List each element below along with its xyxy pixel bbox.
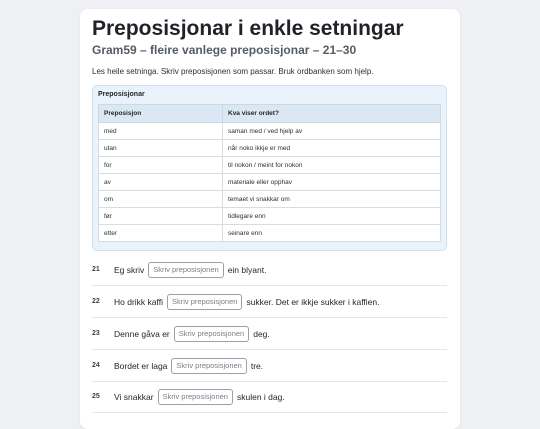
table-cell: av bbox=[99, 174, 223, 191]
column-header: Kva viser ordet? bbox=[223, 105, 441, 123]
question-item bbox=[92, 381, 447, 413]
question-number: 24 bbox=[92, 362, 100, 369]
question-item bbox=[92, 318, 447, 350]
question-number: 21 bbox=[92, 266, 100, 273]
table-cell: om bbox=[99, 191, 223, 208]
question-number: 25 bbox=[92, 393, 100, 400]
answer-input[interactable]: Skriv preposisjonen bbox=[171, 358, 246, 374]
table-row bbox=[99, 140, 441, 157]
table-cell: etter bbox=[99, 225, 223, 242]
question-text-after: deg. bbox=[253, 328, 270, 339]
answer-input[interactable]: Skriv preposisjonen bbox=[174, 326, 249, 342]
table-cell: materiale eller opphav bbox=[223, 174, 441, 191]
question-number: 22 bbox=[92, 298, 100, 305]
question-text-before: Eg skriv bbox=[114, 264, 145, 275]
answer-input[interactable]: Skriv preposisjonen bbox=[158, 389, 233, 405]
table-cell: seinare enn bbox=[223, 225, 441, 242]
question-item bbox=[92, 350, 447, 382]
table-row bbox=[99, 174, 441, 191]
table-row bbox=[99, 225, 441, 242]
question-text-after: ein blyant. bbox=[227, 264, 267, 275]
table-cell: når noko ikkje er med bbox=[223, 140, 441, 157]
table-header-row bbox=[99, 105, 441, 123]
question-item bbox=[92, 254, 447, 286]
table-cell: utan bbox=[99, 140, 223, 157]
table-cell: for bbox=[99, 157, 223, 174]
worksheet-card bbox=[80, 9, 460, 429]
word-bank-table bbox=[98, 104, 441, 242]
table-row bbox=[99, 157, 441, 174]
page-subtitle: Gram59 – fleire vanlege preposisjonar – 21–30 bbox=[92, 43, 357, 57]
answer-input[interactable]: Skriv preposisjonen bbox=[148, 262, 223, 278]
table-cell: temaet vi snakkar om bbox=[223, 191, 441, 208]
answer-input[interactable]: Skriv preposisjonen bbox=[167, 294, 242, 310]
question-text-before: Bordet er laga bbox=[114, 360, 168, 371]
question-text-before: Denne gåva er bbox=[114, 328, 170, 339]
table-cell: til nokon / meint for nokon bbox=[223, 157, 441, 174]
table-row bbox=[99, 123, 441, 140]
table-row bbox=[99, 191, 441, 208]
table-cell: tidlegare enn bbox=[223, 208, 441, 225]
table-cell: med bbox=[99, 123, 223, 140]
question-text-after: tre. bbox=[250, 360, 264, 371]
table-cell: før bbox=[99, 208, 223, 225]
column-header: Preposisjon bbox=[99, 105, 223, 123]
question-item bbox=[92, 286, 447, 318]
table-row bbox=[99, 208, 441, 225]
word-bank bbox=[92, 85, 447, 251]
question-text-after: sukker. Det er ikkje sukker i kaffien. bbox=[246, 296, 380, 307]
question-text-before: Ho drikk kaffi bbox=[114, 296, 163, 307]
question-number: 23 bbox=[92, 330, 100, 337]
table-cell: saman med / ved hjelp av bbox=[223, 123, 441, 140]
page-title: Preposisjonar i enkle setningar bbox=[92, 17, 404, 40]
word-bank-title: Preposisjonar bbox=[98, 91, 145, 98]
instructions-text: Les heile setninga. Skriv preposisjonen som passar. Bruk ordbanken som hjelp. bbox=[92, 67, 374, 76]
question-text-before: Vi snakkar bbox=[114, 391, 154, 402]
question-text-after: skulen i dag. bbox=[236, 391, 285, 402]
